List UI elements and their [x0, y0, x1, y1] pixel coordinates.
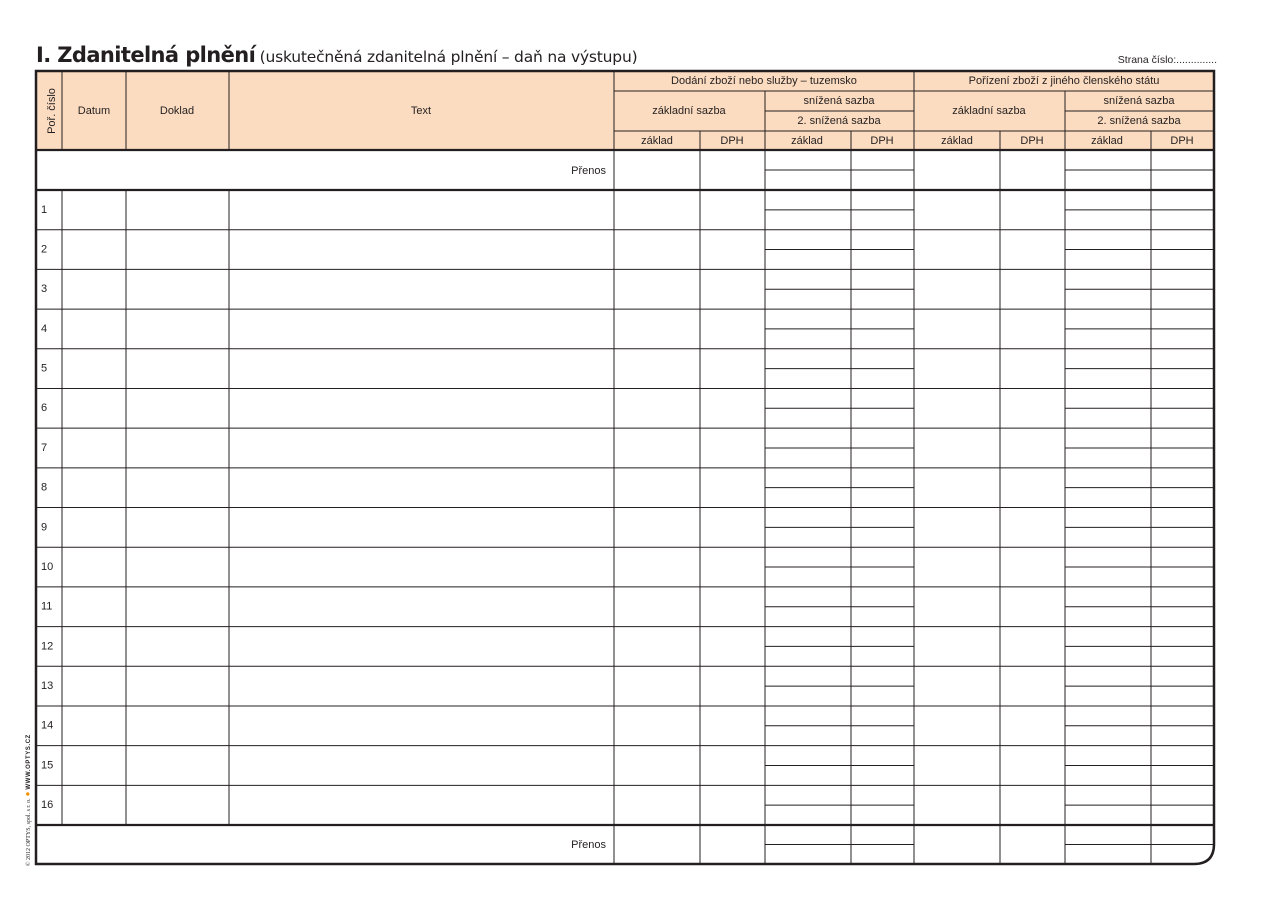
header-domestic-second-reduced-rate: 2. snížená sazba	[797, 114, 881, 127]
bullet-dot-icon: ●	[23, 791, 32, 797]
header-group-domestic: Dodání zboží nebo služby – tuzemsko	[671, 74, 857, 87]
header-eu-basic-rate: základní sazba	[952, 104, 1026, 117]
row-number: 12	[41, 640, 54, 653]
carry-over-top-label: Přenos	[571, 164, 606, 177]
row-number: 3	[41, 283, 48, 296]
header-domestic-reduced-rate: snížená sazba	[803, 94, 875, 107]
row-number: 1	[41, 203, 48, 216]
row-number: 14	[41, 719, 54, 732]
subheader-domestic-basic-vat: DPH	[720, 134, 744, 147]
header-group-eu: Pořízení zboží z jiného členského státu	[968, 74, 1160, 87]
subheader-domestic-reduced-vat: DPH	[870, 134, 894, 147]
row-number: 9	[41, 521, 48, 534]
title-subtitle: (uskutečněná zdanitelná plnění – daň na výstupu)	[259, 48, 638, 66]
subheader-domestic-reduced-base: základ	[791, 134, 823, 147]
website-text: WWW.OPTYS.CZ	[26, 734, 32, 790]
subheader-eu-reduced-base: základ	[1091, 134, 1123, 147]
row-number: 7	[41, 441, 48, 454]
page-number-field[interactable]: Strana číslo:..............	[1117, 54, 1217, 66]
header-eu-second-reduced-rate: 2. snížená sazba	[1097, 114, 1181, 127]
header-text: Text	[410, 104, 432, 117]
row-number: 8	[41, 481, 48, 494]
row-number: 16	[41, 799, 54, 812]
subheader-eu-basic-vat: DPH	[1020, 134, 1044, 147]
row-number: 4	[41, 322, 48, 335]
copyright-text: © 2012 OPTYS, spol. s r. o.	[26, 798, 32, 866]
row-number: 13	[41, 680, 54, 692]
subheader-eu-reduced-vat: DPH	[1170, 134, 1194, 147]
section-dividers	[36, 150, 1214, 825]
subheader-domestic-basic-base: základ	[641, 134, 673, 147]
header-document: Doklad	[159, 104, 195, 117]
title-main: I. Zdanitelná plnění	[36, 43, 256, 67]
row-number: 5	[41, 362, 48, 375]
row-number: 11	[41, 600, 53, 613]
row-number: 2	[41, 243, 48, 256]
carry-over-bottom-label: Přenos	[571, 838, 606, 851]
header-eu-reduced-rate: snížená sazba	[1103, 94, 1175, 107]
row-number: 15	[41, 759, 54, 772]
header-domestic-basic-rate: základní sazba	[652, 104, 726, 117]
subheader-eu-basic-base: základ	[941, 134, 973, 147]
header-date: Datum	[77, 104, 111, 117]
row-number: 10	[41, 560, 54, 573]
row-number: 6	[41, 402, 48, 415]
header-row-number: Poř. číslo	[45, 88, 58, 134]
